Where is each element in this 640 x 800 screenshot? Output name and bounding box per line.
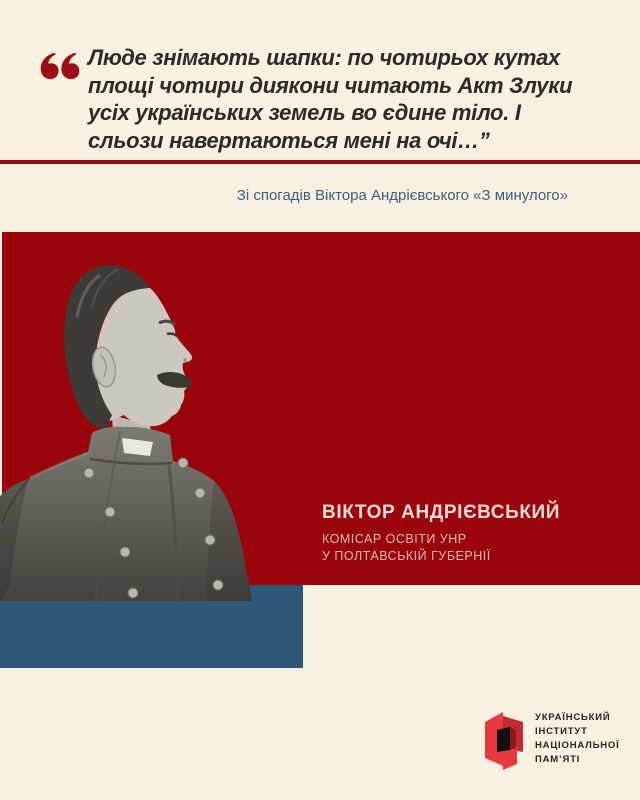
uinp-logo <box>482 706 620 776</box>
logo-text-line: УКРАЇНСЬКИЙ <box>535 712 611 723</box>
logo-text-line: ПАМ’ЯТІ <box>535 754 581 765</box>
person-name: ВІКТОР АНДРІЄВСЬКИЙ <box>322 502 561 523</box>
logo-text-line: ІНСТИТУТ <box>535 726 588 737</box>
uinp-logo-text <box>535 706 620 776</box>
quote-line: площі чотири диякони читають Акт Злуки <box>88 72 573 98</box>
attribution-text: Зі спогадів Віктора Андрієвського «З минулого» <box>236 187 568 204</box>
quote-line: Люде знімають шапки: по чотирьох кутах <box>88 45 560 70</box>
logo-text-line: НАЦІОНАЛЬНОЇ <box>535 740 620 751</box>
quote-line: сльози навертаються мені на очі…” <box>88 127 490 153</box>
person-role-line-2: У ПОЛТАВСЬКІЙ ГУБЕРНІЇ <box>322 548 491 563</box>
person-role-line-1: КОМІСАР ОСВІТИ УНР <box>322 532 467 546</box>
quote-mark-icon <box>40 51 80 81</box>
quote-line: усіх українських земель во єдине тіло. І <box>88 100 521 125</box>
uinp-logo-icon <box>482 706 526 776</box>
quote-text <box>88 44 572 154</box>
person-caption <box>322 502 560 564</box>
portrait-photo <box>0 255 258 601</box>
divider-line <box>0 160 640 164</box>
